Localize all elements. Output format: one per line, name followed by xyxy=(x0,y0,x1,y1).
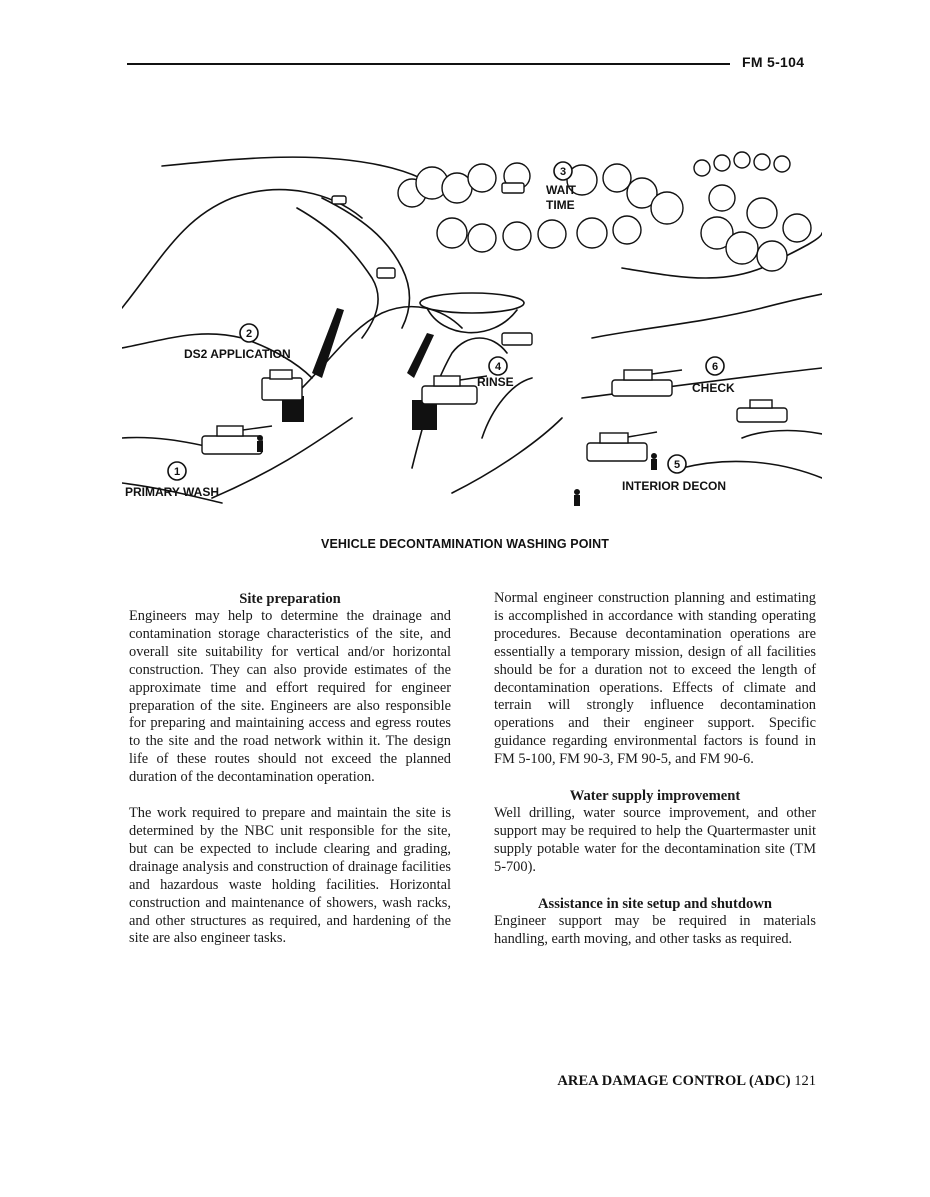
step1-label: PRIMARY WASH xyxy=(125,485,220,499)
site-preparation-paragraph-2: The work required to prepare and maintain the site is determined by the NBC unit responsible for the site, but can be expected to include clearing and grading, drainage analysis and construction of drainage facilities and hazardous waste holding facilities. Horizontal construction and maintenance of showers, wash racks, and other structures as required, and hardening of the site are also engineer tasks. xyxy=(129,805,451,947)
step5-number: 5 xyxy=(673,459,681,471)
right-column xyxy=(494,590,816,949)
planning-paragraph: Normal engineer construction planning and estimating is accomplished in accordance with standing operating procedures. Because decontamination operations are essentially a temporary mission, design of all facilities should be for a duration not to exceed the length of decontamination operations. Effects of climate and terrain will strongly influence decontamination operations and their engineer support. Specific guidance regarding environmental factors is found in FM 5-100, FM 90-3, FM 90-5, and FM 90-6. xyxy=(494,590,816,768)
water-supply-heading: Water supply improvement xyxy=(569,788,741,805)
step6-number: 6 xyxy=(711,361,719,373)
step5-label: INTERIOR DECON xyxy=(622,479,727,493)
site-setup-paragraph: Engineer support may be required in materials handling, earth moving, and other tasks as required. xyxy=(494,912,816,947)
site-setup-heading: Assistance in site setup and shutdown xyxy=(538,895,772,912)
step3-label-b: TIME xyxy=(546,198,575,212)
step3-number: 3 xyxy=(559,166,567,178)
step4-number: 4 xyxy=(494,361,502,373)
page-number: 121 xyxy=(794,1073,816,1089)
step6-label: CHECK xyxy=(692,381,735,395)
header-code: FM 5-104 xyxy=(742,54,805,70)
header-rule xyxy=(127,63,730,65)
site-preparation-paragraph-1: Engineers may help to determine the drainage and contamination storage characteristics of the site, and overall site suitability for vertical and/or horizontal construction. They can also provide estimates of the approximate time and effort required for engineer preparation of the site. Engineers are also responsible for preparing and maintaining access and egress routes to the site and the road network within it. The design life of these routes should not exceed the planned duration of the decontamination operation. xyxy=(129,608,451,786)
step3-label-a: WAIT xyxy=(546,183,576,197)
site-preparation-heading: Site preparation xyxy=(239,591,341,607)
step2-number: 2 xyxy=(245,328,253,340)
step4-label: RINSE xyxy=(477,375,514,389)
page-footer xyxy=(557,1073,816,1090)
left-column xyxy=(129,590,451,948)
step2-label: DS2 APPLICATION xyxy=(184,347,291,361)
step1-number: 1 xyxy=(173,466,181,478)
footer-title: AREA DAMAGE CONTROL (ADC) xyxy=(557,1073,791,1089)
decon-illustration-svg xyxy=(122,138,822,518)
figure-caption: VEHICLE DECONTAMINATION WASHING POINT xyxy=(321,537,609,551)
water-supply-paragraph: Well drilling, water source improvement, and other support may be required to help the Quartermaster unit supply potable water for the decontamination site (TM 5-700). xyxy=(494,805,816,875)
decon-illustration xyxy=(122,138,822,518)
